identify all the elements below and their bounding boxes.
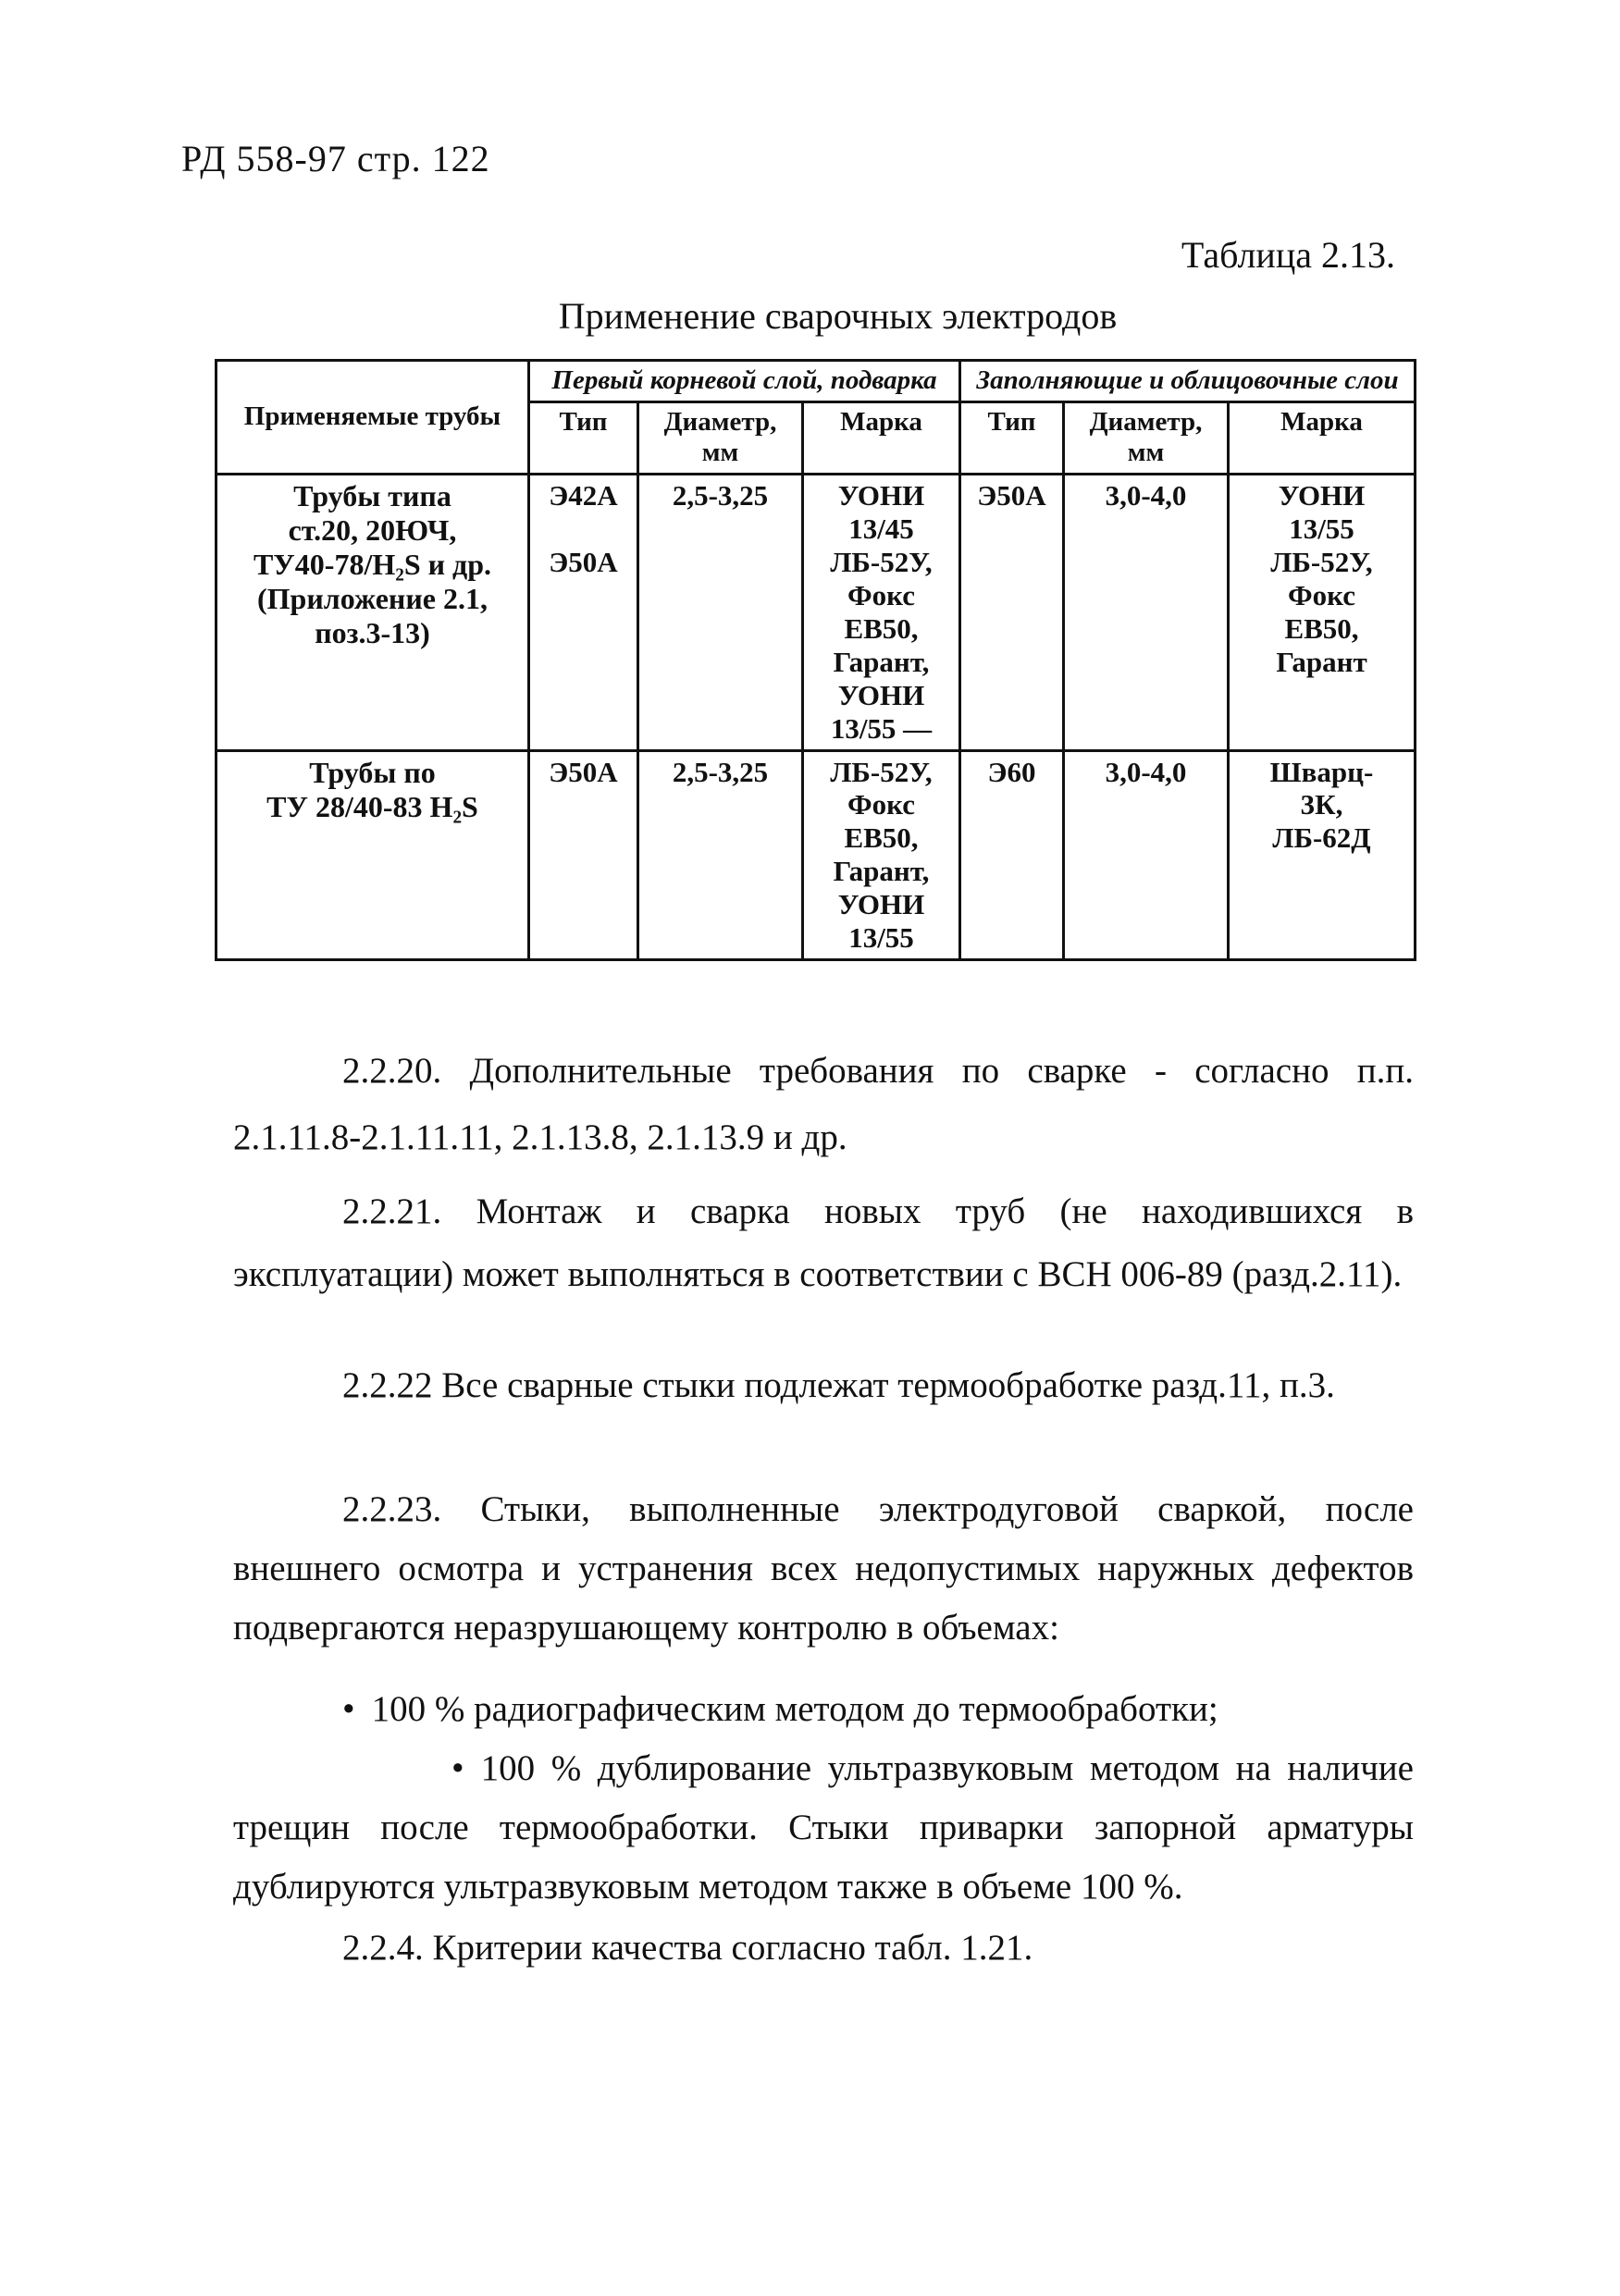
electrode-table — [215, 359, 1416, 961]
cell-line: УОНИ — [1278, 478, 1366, 512]
paragraph-2-2-21: 2.2.21. Монтаж и сварка новых труб (не находившихся в эксплуатации) может выполняться в соответствии с ВСН 006-89 (разд.2.11). — [233, 1191, 1414, 1294]
paragraph-2-2-20: 2.2.20. Дополнительные требования по сварке - согласно п.п. 2.1.11.8-2.1.11.11, 2.1.13.8, 2.1.13.9 и др. — [233, 1051, 1414, 1157]
cell-line: ЛБ-52У, — [830, 545, 933, 578]
pipes-cell — [216, 750, 529, 960]
bullet-item-1 — [233, 1680, 1414, 1739]
bullet-icon: • — [451, 1748, 464, 1788]
diameter-cell: 2,5-3,25 — [638, 474, 803, 750]
table-number: Таблица 2.13. — [1181, 234, 1395, 276]
brand-cell — [1229, 750, 1416, 960]
cell-line: ТУ40-78/H₂S и др. — [253, 548, 492, 582]
cell-line: Фокс — [1288, 578, 1355, 611]
cell-line: УОНИ — [837, 678, 925, 711]
paragraph-2-2-4: 2.2.4. Критерии качества согласно табл. 1.21. — [342, 1928, 1033, 1968]
cell-line: ТУ 28/40-83 H₂S — [266, 789, 478, 823]
pipes-cell — [216, 474, 529, 750]
header-root-layer: Первый корневой слой, подварка — [529, 361, 960, 402]
header-pipes: Применяемые трубы — [216, 361, 529, 475]
brand-cell — [1229, 474, 1416, 750]
page-header: РД 558-97 стр. 122 — [181, 138, 490, 179]
cell-line: Фокс — [847, 788, 915, 821]
type-cell — [529, 474, 638, 750]
header-type-1: Тип — [529, 401, 638, 474]
header-brand-2: Марка — [1229, 401, 1416, 474]
bullet-item-2 — [233, 1739, 1414, 1917]
paragraph-2-2-22: 2.2.22 Все сварные стыки подлежат термообработке разд.11, п.3. — [342, 1365, 1335, 1405]
cell-line — [536, 512, 631, 546]
cell-line: 13/55 — [848, 921, 914, 955]
bullet-text: 100 % радиографическим методом до термообработки; — [371, 1689, 1218, 1729]
type-cell: Э60 — [960, 750, 1064, 960]
cell-line: 13/45 — [848, 512, 914, 545]
cell-line: УОНИ — [837, 888, 925, 921]
bullet-text: 100 % дублирование ультразвуковым методом на наличие трещин после термообработки. Стыки приварки запорной арматуры дублируются ультразвуковым методом также в объеме 100 %. — [233, 1748, 1414, 1907]
cell-line: EB50, — [844, 611, 919, 645]
header-diameter-2: Диаметр, мм — [1064, 401, 1229, 474]
cell-line: Шварц- — [1269, 755, 1374, 788]
bullet-icon: • — [342, 1689, 355, 1729]
header-brand-1: Марка — [803, 401, 960, 474]
cell-line: Э42А — [549, 478, 618, 512]
cell-line: поз.3-13) — [315, 616, 430, 650]
cell-line: ст.20, 20ЮЧ, — [288, 512, 457, 547]
cell-line: EB50, — [844, 821, 919, 855]
cell-line: (Приложение 2.1, — [257, 582, 488, 616]
cell-line: Трубы типа — [293, 478, 451, 512]
table-row — [216, 750, 1416, 960]
type-cell: Э50А — [529, 750, 638, 960]
table-row — [216, 474, 1416, 750]
cell-line: EB50, — [1284, 611, 1359, 645]
cell-line: УОНИ — [837, 478, 925, 512]
cell-line: Гарант, — [833, 645, 930, 678]
diameter-cell: 2,5-3,25 — [638, 750, 803, 960]
cell-line: Фокс — [847, 578, 915, 611]
cell-line: Трубы по — [309, 755, 436, 789]
cell-line: 13/55 — [1289, 512, 1354, 545]
table-title: Применение сварочных электродов — [558, 295, 1118, 337]
brand-cell — [803, 750, 960, 960]
type-cell: Э50А — [960, 474, 1064, 750]
header-diameter-1: Диаметр, мм — [638, 401, 803, 474]
cell-line: Гарант, — [833, 855, 930, 888]
diameter-cell: 3,0-4,0 — [1064, 474, 1229, 750]
cell-line: Гарант — [1276, 645, 1367, 678]
header-type-2: Тип — [960, 401, 1064, 474]
cell-line: 3К, — [1300, 788, 1343, 821]
cell-line: ЛБ-52У, — [830, 755, 933, 788]
cell-line: 13/55 — — [830, 711, 933, 745]
header-fill-layers: Заполняющие и облицовочные слои — [960, 361, 1416, 402]
cell-line: ЛБ-52У, — [1270, 545, 1373, 578]
diameter-cell: 3,0-4,0 — [1064, 750, 1229, 960]
paragraph-2-2-23: 2.2.23. Стыки, выполненные электродуговой сваркой, после внешнего осмотра и устранения всех недопустимых наружных дефектов подвергаются неразрушающему контролю в объемах: — [233, 1489, 1414, 1648]
cell-line: Э50А — [549, 545, 618, 578]
cell-line: ЛБ-62Д — [1272, 821, 1371, 855]
brand-cell — [803, 474, 960, 750]
